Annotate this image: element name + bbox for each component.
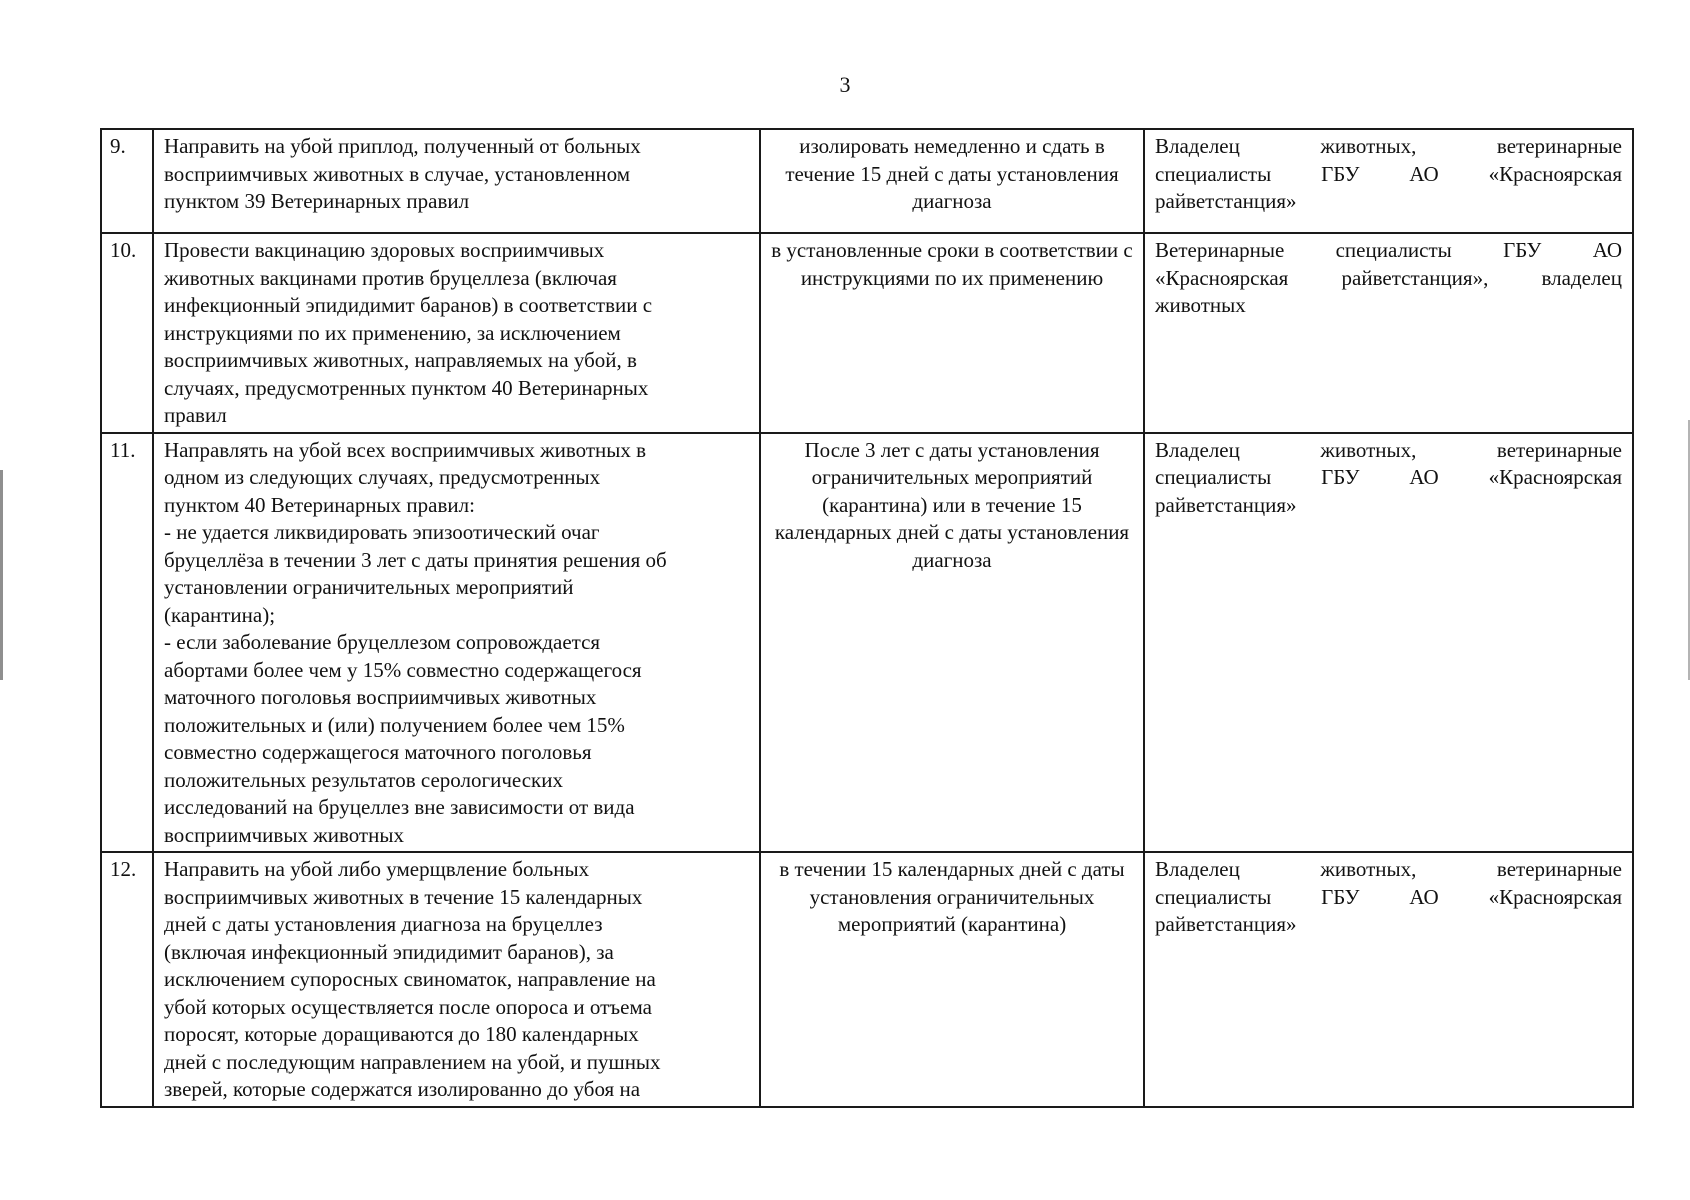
responsible-line: райветстанция»: [1155, 189, 1297, 213]
row-number: 12.: [101, 852, 153, 1107]
action-line: Направлять на убой всех восприимчивых животных в: [164, 437, 647, 462]
term-cell: в установленные сроки в соответствии с инструкциями по их применению: [760, 233, 1144, 433]
action-line: - если заболевание бруцеллезом сопровождается: [164, 630, 601, 654]
responsible-line: Владелец животных, ветеринарные: [1155, 437, 1622, 462]
responsible-line: специалисты ГБУ АО «Красноярская: [1155, 884, 1622, 909]
measures-table: [100, 128, 1634, 1108]
action-line: Направить на убой приплод, полученный от больных: [164, 134, 641, 158]
action-line: восприимчивых животных в течение 15 календарных: [164, 884, 643, 909]
action-line: дней с последующим направлением на убой, и пушных: [164, 1049, 661, 1074]
responsible-cell: [1144, 233, 1633, 433]
responsible-cell: [1144, 129, 1633, 233]
responsible-line: специалисты ГБУ АО «Красноярская: [1155, 465, 1622, 489]
row-number: 9.: [101, 129, 153, 233]
action-line: (включая инфекционный эпидидимит баранов), за: [164, 939, 614, 964]
action-line: положительных результатов серологических: [164, 767, 563, 792]
action-line: пунктом 39 Ветеринарных правил: [164, 189, 470, 213]
action-line: одном из следующих случаях, предусмотренных: [164, 465, 601, 489]
responsible-line: специалисты ГБУ АО «Красноярская: [1155, 161, 1622, 186]
row-number: 11.: [101, 433, 153, 853]
action-line: инструкциями по их применению, за исключением: [164, 320, 621, 345]
term-cell: После 3 лет с даты установления ограничительных мероприятий (карантина) или в течение 15 календарных дней с даты установления диагноза: [760, 433, 1144, 853]
responsible-line: Владелец животных, ветеринарные: [1155, 857, 1622, 881]
action-line: совместно содержащегося маточного поголовья: [164, 740, 592, 764]
action-cell: [153, 129, 760, 233]
action-line: пунктом 40 Ветеринарных правил:: [164, 492, 475, 517]
action-line: Направить на убой либо умерщвление больных: [164, 857, 590, 881]
table-row: [101, 852, 1633, 1107]
responsible-line: Ветеринарные специалисты ГБУ АО: [1155, 238, 1622, 262]
action-cell: [153, 433, 760, 853]
action-line: правил: [164, 403, 227, 427]
term-cell: в течении 15 календарных дней с даты установления ограничительных мероприятий (карантина): [760, 852, 1144, 1107]
responsible-line: райветстанция»: [1155, 912, 1297, 936]
action-line: восприимчивых животных, направляемых на убой, в: [164, 348, 637, 372]
responsible-line: райветстанция»: [1155, 492, 1297, 517]
action-line: зверей, которые содержатся изолированно до убоя на: [164, 1077, 641, 1101]
action-line: дней с даты установления диагноза на бруцеллез: [164, 912, 603, 936]
action-line: - не удается ликвидировать эпизоотический очаг: [164, 520, 600, 544]
action-line: случаях, предусмотренных пунктом 40 Ветеринарных: [164, 375, 649, 400]
action-line: абортами более чем у 15% совместно содержащегося: [164, 657, 642, 682]
action-line: исследований на бруцеллез вне зависимости от вида: [164, 795, 635, 819]
action-line: положительных и (или) получением более чем 15%: [164, 712, 625, 737]
scan-edge-mark: [0, 470, 3, 680]
action-line: исключением супоросных свиноматок, направление на: [164, 967, 656, 991]
row-number: 10.: [101, 233, 153, 433]
action-line: (карантина);: [164, 602, 276, 627]
responsible-cell: [1144, 852, 1633, 1107]
table-row: [101, 433, 1633, 853]
page-number: 3: [839, 72, 851, 97]
action-line: убой которых осуществляется после опороса и отъема: [164, 994, 652, 1019]
action-line: животных вакцинами против бруцеллеза (включая: [164, 265, 617, 290]
responsible-line: «Красноярская райветстанция», владелец: [1155, 265, 1622, 290]
responsible-line: Владелец животных, ветеринарные: [1155, 134, 1622, 158]
action-line: бруцеллёза в течении 3 лет с даты принятия решения об: [164, 547, 667, 572]
action-line: инфекционный эпидидимит баранов) в соответствии с: [164, 293, 653, 317]
action-cell: [153, 233, 760, 433]
action-line: восприимчивых животных в случае, установленном: [164, 161, 630, 186]
action-line: установлении ограничительных мероприятий: [164, 575, 574, 599]
table-row: [101, 129, 1633, 233]
responsible-line: животных: [1155, 293, 1246, 317]
term-cell: изолировать немедленно и сдать в течение 15 дней с даты установления диагноза: [760, 129, 1144, 233]
action-line: Провести вакцинацию здоровых восприимчивых: [164, 238, 605, 262]
action-cell: [153, 852, 760, 1107]
responsible-cell: [1144, 433, 1633, 853]
table-row: [101, 233, 1633, 433]
action-line: маточного поголовья восприимчивых животных: [164, 685, 597, 709]
action-line: восприимчивых животных: [164, 822, 404, 847]
action-line: поросят, которые доращиваются до 180 календарных: [164, 1022, 639, 1046]
